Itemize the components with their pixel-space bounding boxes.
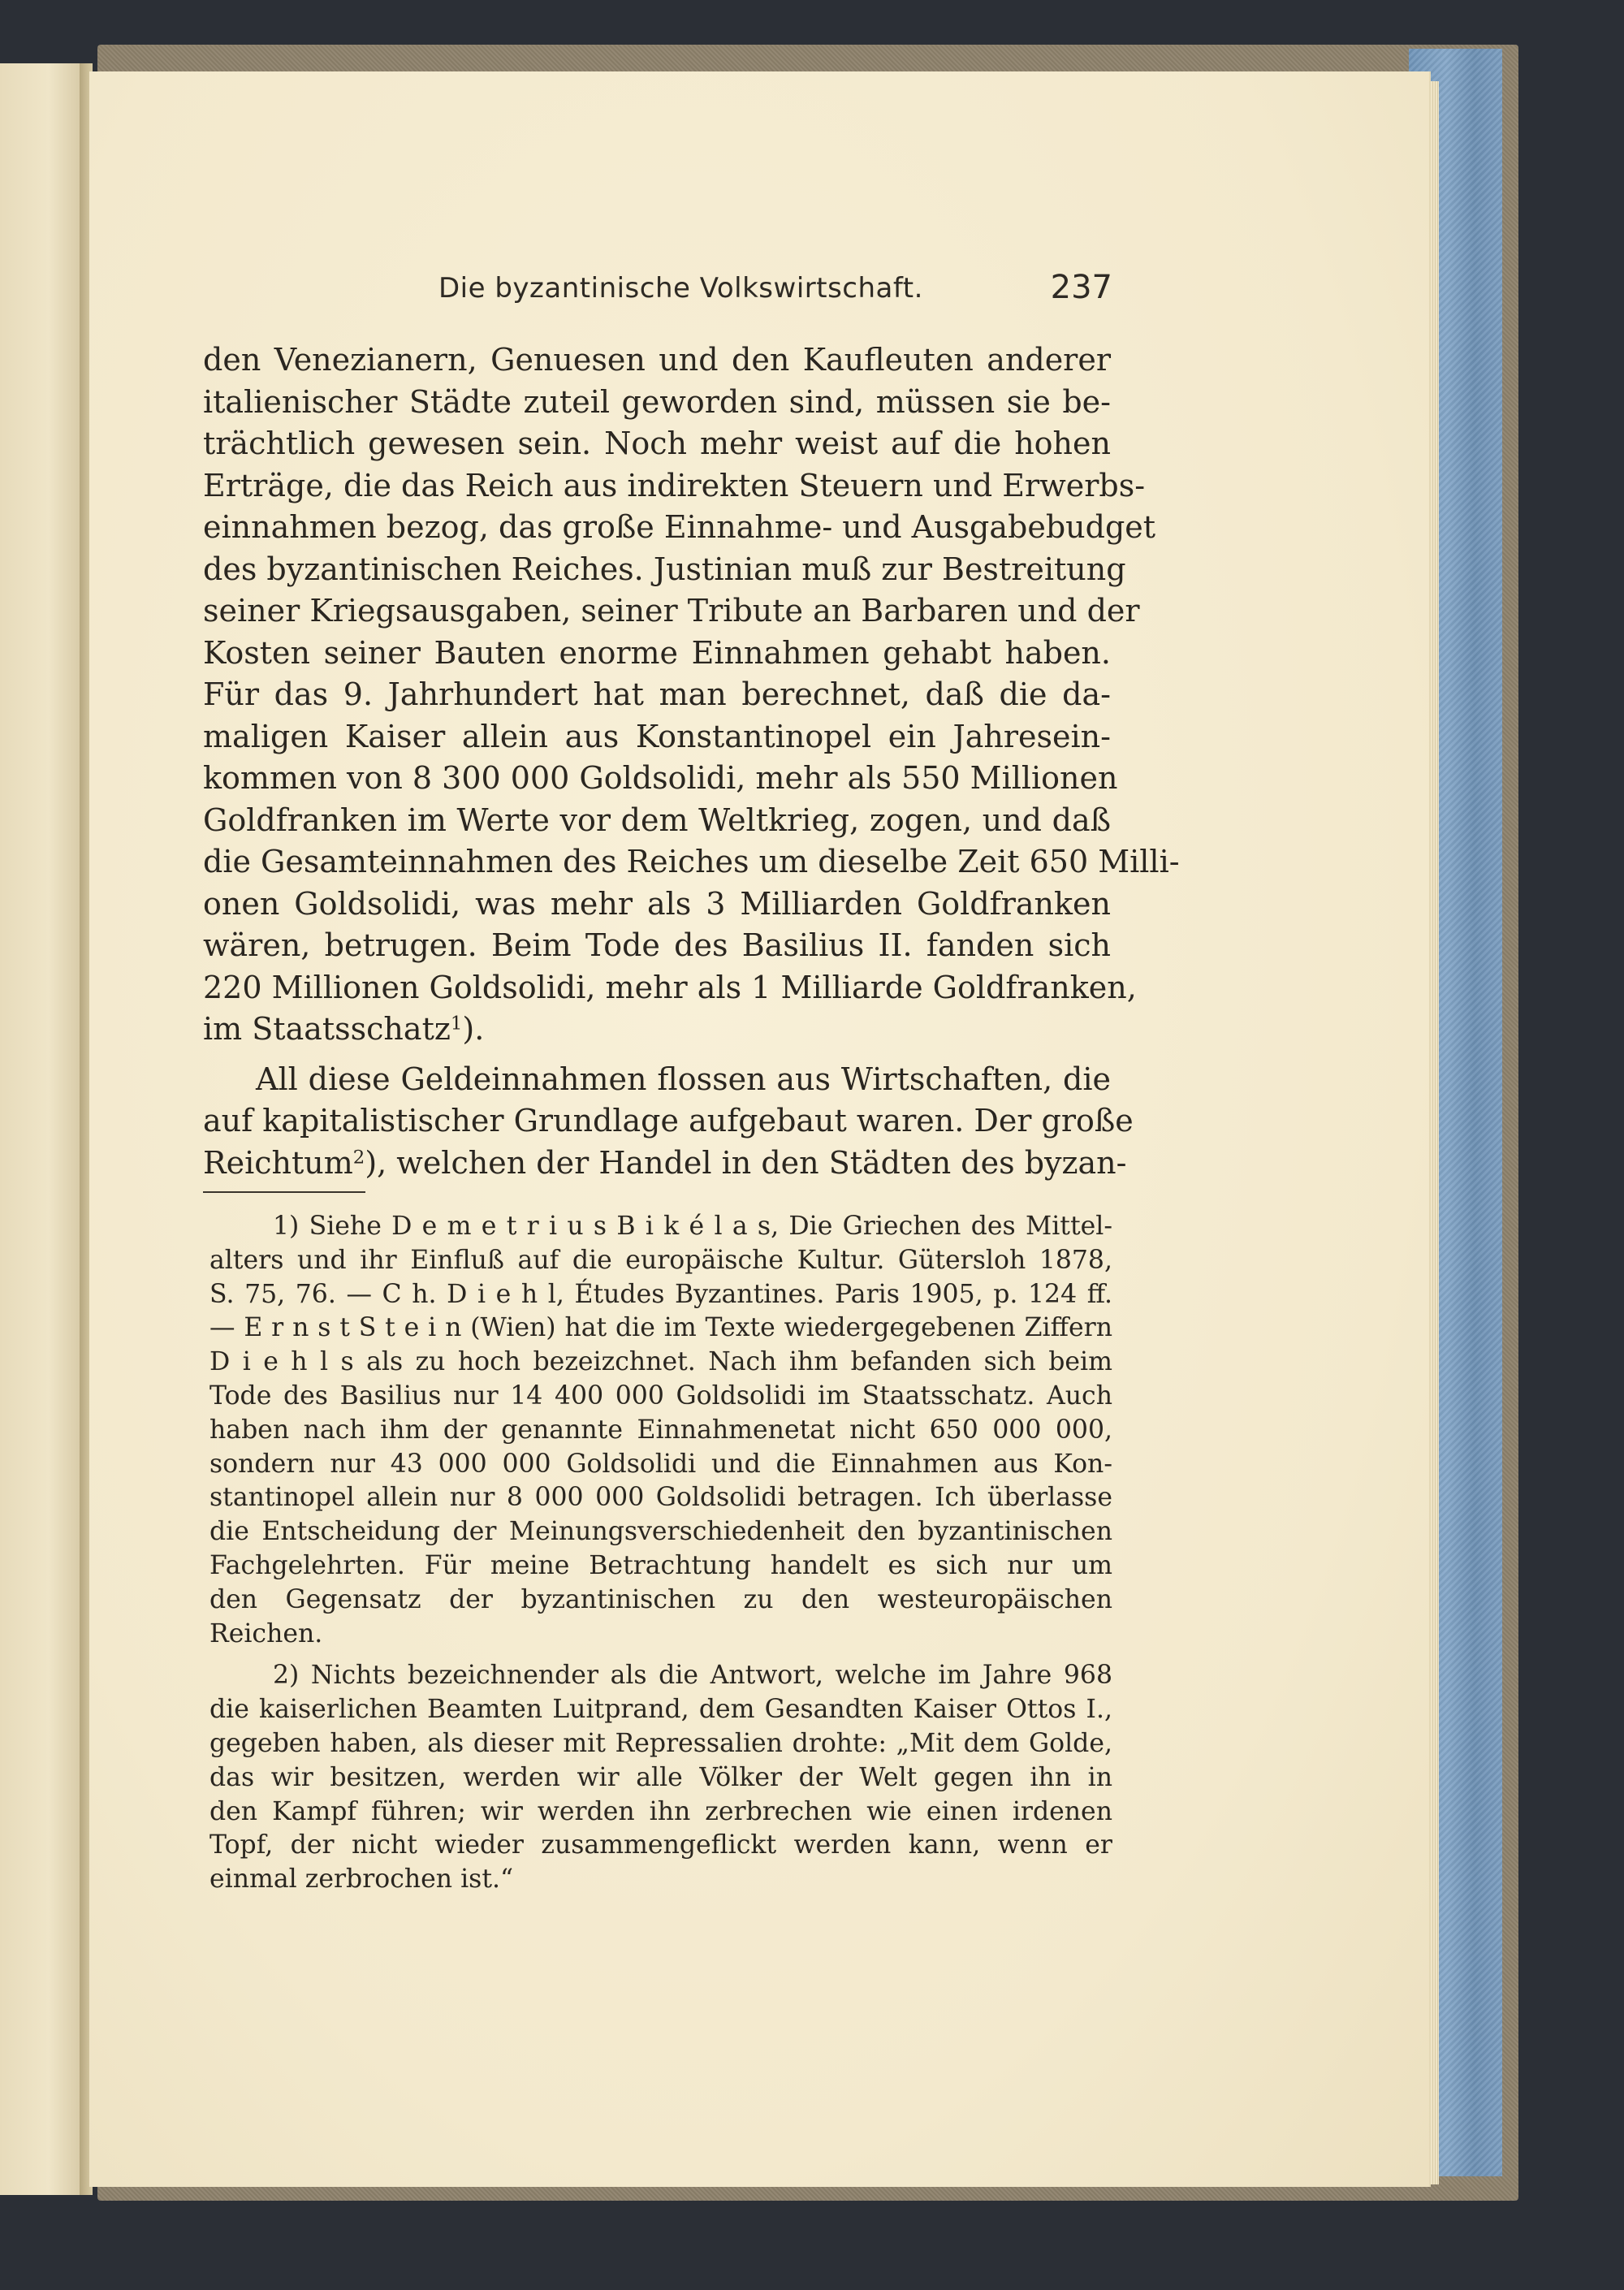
footnote-line: sondern nur 43 000 000 Goldsolidi und die Einnahmen aus Kon- <box>209 1449 1112 1479</box>
footnote-line: die kaiserlichen Beamten Luitprand, dem Gesandten Kaiser Ottos I., <box>209 1695 1112 1725</box>
text-line: Erträge, die das Reich aus indirekten Steuern und Erwerbs- <box>203 467 1146 503</box>
footnote-line: Tode des Basilius nur 14 400 000 Goldsolidi im Staatsschatz. Auch <box>209 1380 1112 1411</box>
running-header <box>438 269 1112 313</box>
line-text: Reichtum <box>203 1144 353 1181</box>
line-end: ). <box>462 1011 485 1047</box>
text-line: Kosten seiner Bauten enorme Einnahmen gehabt haben. <box>203 634 1111 671</box>
footnote-line: den Kampf führen; wir werden ihn zerbrechen wie einen irdenen <box>209 1796 1112 1826</box>
footnote-line: D i e h l s als zu hoch bezeizchnet. Nach ihm befanden sich beim <box>209 1347 1112 1377</box>
text-line: maligen Kaiser allein aus Konstantinopel ein Jahresein- <box>203 718 1111 754</box>
text-line: Für das 9. Jahrhundert hat man berechnet, daß die da- <box>203 676 1111 712</box>
footnote-line: 1) Siehe D e m e t r i u s B i k é l a s, Die Griechen des Mittel- <box>273 1212 1112 1241</box>
footnote-line: Fachgelehrten. Für meine Betrachtung handelt es sich nur um <box>209 1550 1112 1580</box>
footnote-ref-1: 1 <box>450 1013 463 1035</box>
footnote-line: — E r n s t S t e i n (Wien) hat die im Texte wiedergegebenen Ziffern <box>209 1313 1112 1343</box>
footnote-line: das wir besitzen, werden wir alle Völker der Welt gegen ihn in <box>209 1762 1112 1792</box>
footnote-line: 2) Nichts bezeichnender als die Antwort, welche im Jahre 968 <box>273 1661 1112 1691</box>
footnote-line: haben nach ihm der genannte Einnahmenetat nicht 650 000 000, <box>209 1415 1112 1445</box>
page-number: 237 <box>1050 269 1112 306</box>
footnote-line: S. 75, 76. — C h. D i e h l, Études Byzantines. Paris 1905, p. 124 ff. <box>209 1279 1112 1309</box>
line-end: ), welchen der Handel in den Städten des byzan- <box>365 1144 1127 1181</box>
text-line: Goldfranken im Werte vor dem Weltkrieg, zogen, und daß <box>203 802 1111 838</box>
text-line: die Gesamteinnahmen des Reiches um dieselbe Zeit 650 Milli- <box>203 844 1180 879</box>
text-line: italienischer Städte zuteil geworden sind, müssen sie be- <box>203 383 1111 420</box>
main-text <box>203 339 1180 1184</box>
footnote-line: stantinopel allein nur 8 000 000 Goldsolidi betragen. Ich überlasse <box>209 1483 1112 1513</box>
footnote-line: einmal zerbrochen ist.“ <box>209 1864 514 1895</box>
text-line: 220 Millionen Goldsolidi, mehr als 1 Milliarde Goldfranken, <box>203 969 1137 1005</box>
footnote-line: gegeben haben, als dieser mit Repressalien drohte: „Mit dem Golde, <box>209 1728 1112 1758</box>
footnote-line: alters und ihr Einfluß auf die europäische Kultur. Gütersloh 1878, <box>209 1245 1112 1275</box>
footnote-line: den Gegensatz der byzantinischen zu den westeuropäischen <box>209 1584 1112 1614</box>
text-line: des byzantinischen Reiches. Justinian muß zur Bestreitung <box>203 551 1126 587</box>
text-line: trächtlich gewesen sein. Noch mehr weist auf die hohen <box>203 426 1111 461</box>
text-line: All diese Geldeinnahmen flossen aus Wirtschaften, die <box>256 1061 1111 1097</box>
text-line <box>203 1143 1127 1185</box>
running-title: Die byzantinische Volkswirtschaft. <box>438 272 923 305</box>
footnote-ref-2: 2 <box>352 1146 365 1168</box>
text-line: wären, betrugen. Beim Tode des Basilius II. fanden sich <box>203 927 1111 963</box>
previous-page-edge <box>0 63 83 2195</box>
text-line: einnahmen bezog, das große Einnahme- und Ausgabebudget <box>203 509 1156 545</box>
text-line: onen Goldsolidi, was mehr als 3 Milliarden Goldfranken <box>203 885 1111 922</box>
footnote-line: Reichen. <box>209 1618 323 1648</box>
footnotes <box>209 1210 1112 1897</box>
footnote-line: die Entscheidung der Meinungsverschiedenheit den byzantinischen <box>209 1517 1112 1547</box>
text-line <box>203 1009 1111 1051</box>
footnote-rule <box>203 1191 365 1193</box>
text-line: den Venezianern, Genuesen und den Kaufleuten anderer <box>203 342 1111 378</box>
line-text: im Staatsschatz <box>203 1011 451 1047</box>
footnote-line: Topf, der nicht wieder zusammengeflickt werden kann, wenn er <box>209 1830 1112 1860</box>
text-line: seiner Kriegsausgaben, seiner Tribute an Barbaren und der <box>203 593 1140 629</box>
text-line: auf kapitalistischer Grundlage aufgebaut waren. Der große <box>203 1103 1134 1139</box>
text-line: kommen von 8 300 000 Goldsolidi, mehr als 550 Millionen <box>203 760 1118 796</box>
